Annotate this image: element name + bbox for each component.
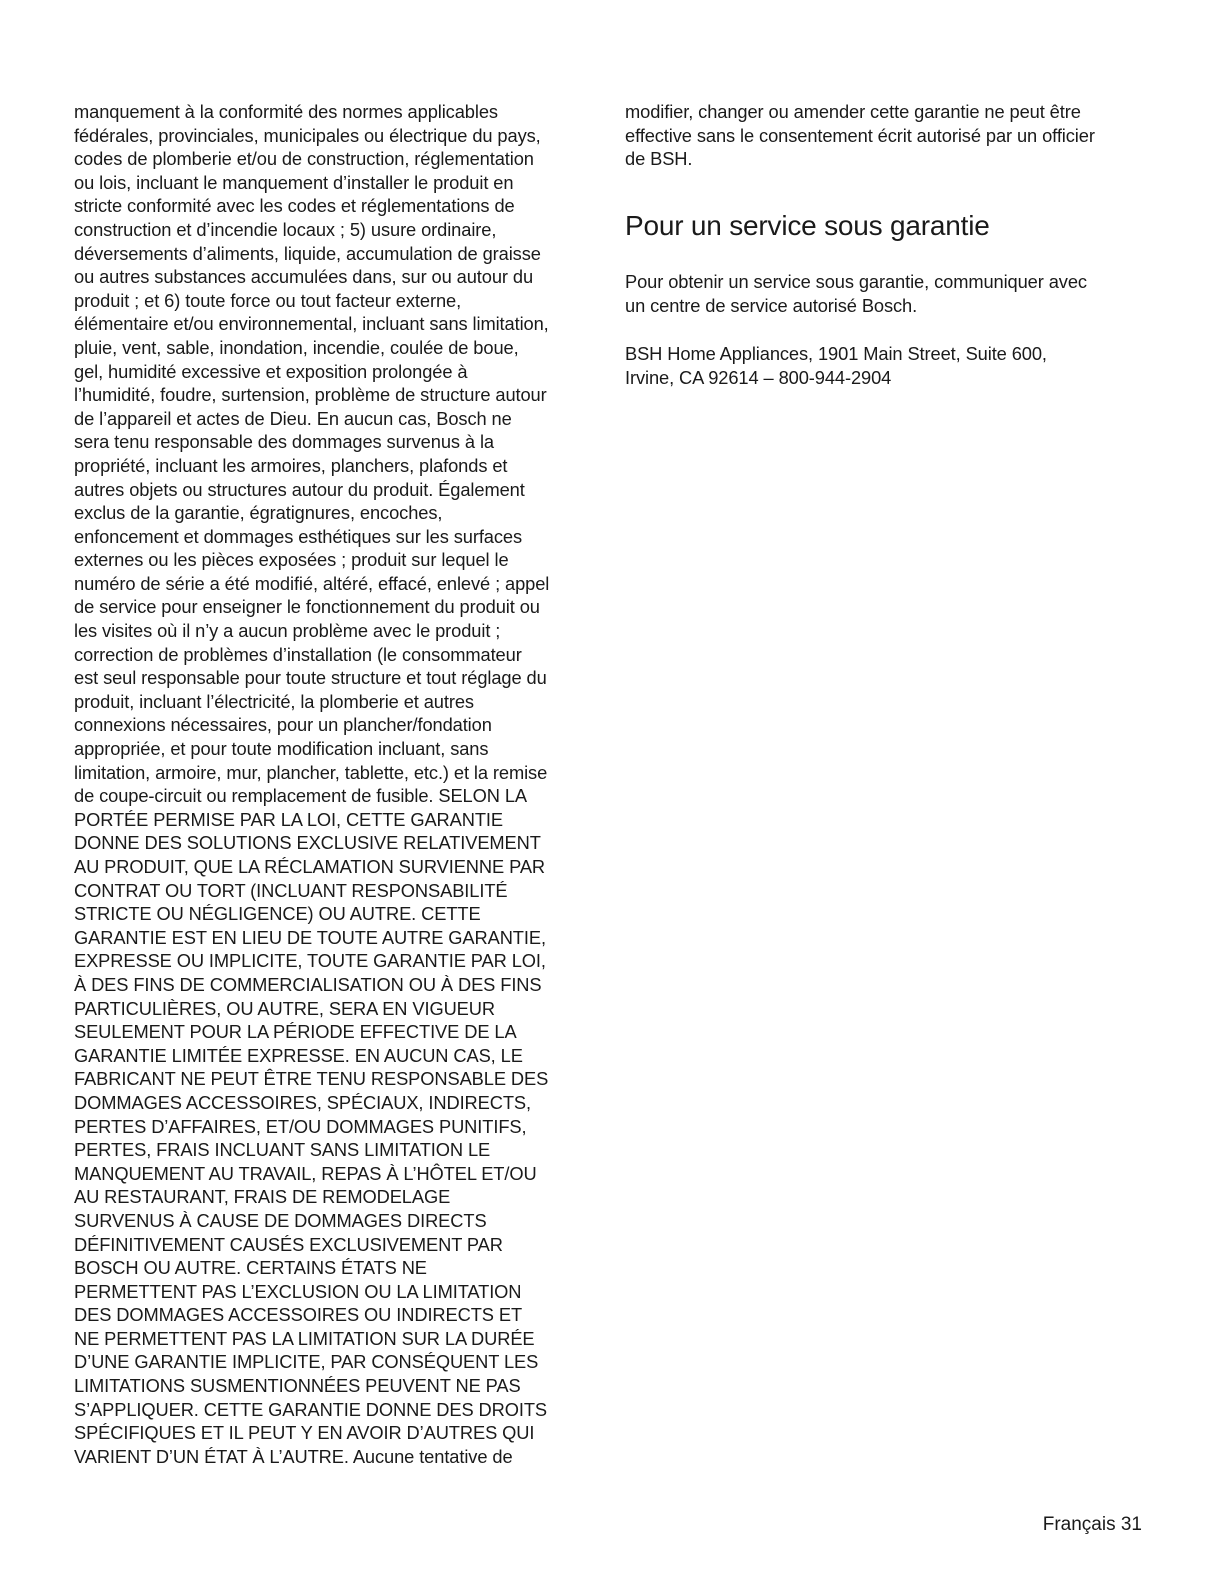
text-line: exclus de la garantie, égratignures, encoches,	[74, 502, 443, 524]
text-line: DOMMAGES ACCESSOIRES, SPÉCIAUX, INDIRECTS,	[74, 1091, 531, 1113]
text-line: SURVENUS À CAUSE DE DOMMAGES DIRECTS	[74, 1209, 487, 1231]
text-line: autres objets ou structures autour du produit. Également	[74, 478, 525, 500]
text-line: stricte conformité avec les codes et réglementations de	[74, 195, 515, 217]
text-line: construction et d’incendie locaux ; 5) usure ordinaire,	[74, 218, 497, 240]
text-line: ou autres substances accumulées dans, sur ou autour du	[74, 266, 534, 288]
text-line: est seul responsable pour toute structure et tout réglage du	[74, 667, 547, 689]
text-line: manquement à la conformité des normes applicables	[74, 101, 498, 122]
text-line: STRICTE OU NÉGLIGENCE) OU AUTRE. CETTE	[74, 903, 481, 925]
text-line: élémentaire et/ou environnemental, incluant sans limitation,	[74, 313, 549, 335]
text-line: LIMITATIONS SUSMENTIONNÉES PEUVENT NE PAS	[74, 1375, 521, 1397]
text-line: PARTICULIÈRES, OU AUTRE, SERA EN VIGUEUR	[74, 997, 495, 1019]
text-line: DÉFINITIVEMENT CAUSÉS EXCLUSIVEMENT PAR	[74, 1233, 503, 1255]
text-line: pluie, vent, sable, inondation, incendie, coulée de boue,	[74, 336, 519, 358]
text-line: À DES FINS DE COMMERCIALISATION OU À DES FINS	[74, 973, 542, 995]
section-heading: Pour un service sous garantie	[625, 210, 990, 241]
text-line: sera tenu responsable des dommages survenus à la	[74, 431, 494, 453]
text-line: de BSH.	[625, 148, 693, 170]
text-line: Pour obtenir un service sous garantie, communiquer avec	[625, 271, 1087, 292]
text-line: limitation, armoire, mur, plancher, tablette, etc.) et la remise	[74, 761, 548, 783]
text-line: DES DOMMAGES ACCESSOIRES OU INDIRECTS ET	[74, 1304, 523, 1326]
text-line: EXPRESSE OU IMPLICITE, TOUTE GARANTIE PAR LOI,	[74, 950, 546, 972]
text-line: modifier, changer ou amender cette garantie ne peut être	[625, 101, 1081, 122]
text-line: MANQUEMENT AU TRAVAIL, REPAS À L’HÔTEL ET/OU	[74, 1162, 537, 1184]
text-line: S’APPLIQUER. CETTE GARANTIE DONNE DES DROITS	[74, 1398, 548, 1420]
text-line: SEULEMENT POUR LA PÉRIODE EFFECTIVE DE LA	[74, 1021, 517, 1043]
text-line: PERTES D’AFFAIRES, ET/OU DOMMAGES PUNITIFS,	[74, 1115, 527, 1137]
right-column	[625, 100, 1147, 388]
text-line: connexions nécessaires, pour un plancher/fondation	[74, 714, 492, 736]
text-line: effective sans le consentement écrit autorisé par un officier	[625, 124, 1095, 146]
text-line: codes de plomberie et/ou de construction, réglementation	[74, 148, 534, 170]
text-line: gel, humidité excessive et exposition prolongée à	[74, 360, 468, 382]
text-line: PERTES, FRAIS INCLUANT SANS LIMITATION LE	[74, 1139, 491, 1161]
text-line: un centre de service autorisé Bosch.	[625, 294, 918, 316]
text-line: correction de problèmes d’installation (le consommateur	[74, 643, 522, 665]
text-line: produit ; et 6) toute force ou tout facteur externe,	[74, 289, 462, 311]
continuation-paragraph	[625, 100, 1147, 171]
text-line: AU PRODUIT, QUE LA RÉCLAMATION SURVIENNE PAR	[74, 856, 546, 877]
text-line: BSH Home Appliances, 1901 Main Street, Suite 600,	[625, 343, 1047, 364]
warranty-exclusions-paragraph	[74, 100, 590, 1468]
text-line: VARIENT D’UN ÉTAT À L’AUTRE. Aucune tentative de	[74, 1445, 513, 1467]
text-line: de l’appareil et actes de Dieu. En aucun cas, Bosch ne	[74, 407, 512, 429]
text-line: CONTRAT OU TORT (INCLUANT RESPONSABILITÉ	[74, 879, 508, 901]
text-line: FABRICANT NE PEUT ÊTRE TENU RESPONSABLE DES	[74, 1068, 549, 1090]
text-line: l’humidité, foudre, surtension, problème de structure autour	[74, 384, 547, 406]
text-line: produit, incluant l’électricité, la plomberie et autres	[74, 690, 474, 712]
text-line: propriété, incluant les armoires, planchers, plafonds et	[74, 454, 508, 476]
text-line: GARANTIE EST EN LIEU DE TOUTE AUTRE GARANTIE,	[74, 926, 546, 948]
text-line: numéro de série a été modifié, altéré, effacé, enlevé ; appel	[74, 572, 550, 594]
text-line: NE PERMETTENT PAS LA LIMITATION SUR LA DURÉE	[74, 1327, 535, 1349]
text-line: fédérales, provinciales, municipales ou électrique du pays,	[74, 124, 541, 146]
page-footer: Français 31	[1042, 1514, 1142, 1535]
text-line: AU RESTAURANT, FRAIS DE REMODELAGE	[74, 1186, 451, 1208]
text-line: Irvine, CA 92614 – 800-944-2904	[625, 366, 892, 388]
text-line: externes ou les pièces exposées ; produit sur lequel le	[74, 549, 509, 571]
text-line: PORTÉE PERMISE PAR LA LOI, CETTE GARANTIE	[74, 808, 503, 830]
text-line: appropriée, et pour toute modification incluant, sans	[74, 738, 489, 760]
text-line: SPÉCIFIQUES ET IL PEUT Y EN AVOIR D’AUTRES QUI	[74, 1422, 535, 1444]
text-line: les visites où il n’y a aucun problème avec le produit ;	[74, 620, 501, 642]
text-line: D’UNE GARANTIE IMPLICITE, PAR CONSÉQUENT LES	[74, 1351, 539, 1373]
text-line: enfoncement et dommages esthétiques sur les surfaces	[74, 525, 523, 547]
text-line: de service pour enseigner le fonctionnement du produit ou	[74, 596, 540, 618]
text-line: déversements d’aliments, liquide, accumulation de graisse	[74, 242, 541, 264]
text-line: BOSCH OU AUTRE. CERTAINS ÉTATS NE	[74, 1257, 427, 1279]
text-line: DONNE DES SOLUTIONS EXCLUSIVE RELATIVEMENT	[74, 832, 541, 854]
address-paragraph	[625, 342, 1047, 389]
service-paragraph	[625, 270, 1087, 317]
text-line: GARANTIE LIMITÉE EXPRESSE. EN AUCUN CAS, LE	[74, 1044, 523, 1066]
text-line: ou lois, incluant le manquement d’installer le produit en	[74, 171, 514, 193]
left-column	[74, 100, 590, 1468]
text-line: de coupe-circuit ou remplacement de fusible. SELON LA	[74, 785, 527, 807]
text-line: PERMETTENT PAS L’EXCLUSION OU LA LIMITATION	[74, 1280, 522, 1302]
